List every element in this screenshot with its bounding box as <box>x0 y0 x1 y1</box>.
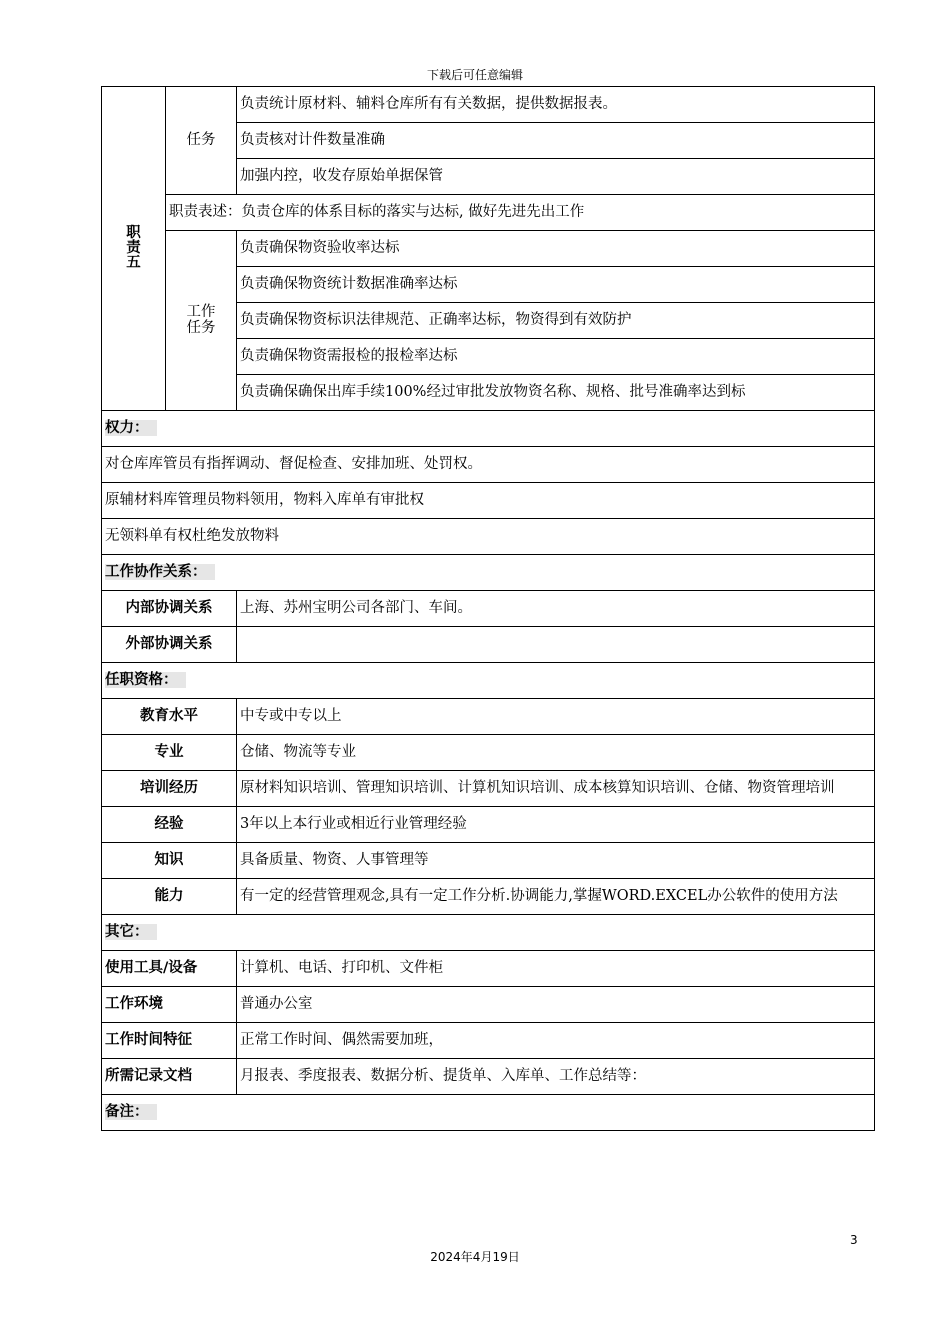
qualification-value: 原材料知识培训、管理知识培训、计算机知识培训、成本核算知识培训、仓储、物资管理培训 <box>237 771 875 807</box>
duty-statement: 职责表述：负责仓库的体系目标的落实与达标, 做好先进先出工作 <box>166 195 875 231</box>
qualification-title: 任职资格： <box>105 672 186 688</box>
qualification-label: 能力 <box>102 879 237 915</box>
qualification-value: 中专或中专以上 <box>237 699 875 735</box>
cooperation-section-header <box>102 555 875 591</box>
qualification-section-header <box>102 663 875 699</box>
qualification-value: 具备质量、物资、人事管理等 <box>237 843 875 879</box>
other-label: 工作环境 <box>102 987 237 1023</box>
job-description-table <box>101 86 875 1131</box>
authority-section-header <box>102 411 875 447</box>
authority-item: 对仓库库管员有指挥调动、督促检查、安排加班、处罚权。 <box>102 447 875 483</box>
other-label: 工作时间特征 <box>102 1023 237 1059</box>
page-number: 3 <box>850 1233 858 1247</box>
external-relations-value <box>237 627 875 663</box>
authority-item: 原辅材料库管理员物料领用，物料入库单有审批权 <box>102 483 875 519</box>
other-value: 普通办公室 <box>237 987 875 1023</box>
qualification-label: 专业 <box>102 735 237 771</box>
other-section-header <box>102 915 875 951</box>
external-relations-label: 外部协调关系 <box>102 627 237 663</box>
remarks-title: 备注： <box>105 1104 157 1120</box>
qualification-label: 培训经历 <box>102 771 237 807</box>
work-task-label-text: 工作任务 <box>186 304 216 336</box>
qualification-label: 知识 <box>102 843 237 879</box>
qualification-value: 3年以上本行业或相近行业管理经验 <box>237 807 875 843</box>
work-task-item: 负责确保确保出库手续100%经过审批发放物资名称、规格、批号准确率达到标 <box>237 375 875 411</box>
other-label: 使用工具/设备 <box>102 951 237 987</box>
work-task-item: 负责确保物资标识法律规范、正确率达标，物资得到有效防护 <box>237 303 875 339</box>
task-label: 任务 <box>166 87 237 195</box>
authority-title: 权力： <box>105 420 157 436</box>
task-item: 负责统计原材料、辅料仓库所有有关数据，提供数据报表。 <box>237 87 875 123</box>
cooperation-title: 工作协作关系： <box>105 564 215 580</box>
footer-date: 2024年4月19日 <box>430 1250 520 1264</box>
authority-item: 无领料单有权杜绝发放物料 <box>102 519 875 555</box>
qualification-value: 仓储、物流等专业 <box>237 735 875 771</box>
task-item: 负责核对计件数量准确 <box>237 123 875 159</box>
qualification-label: 经验 <box>102 807 237 843</box>
internal-relations-value: 上海、苏州宝明公司各部门、车间。 <box>237 591 875 627</box>
qualification-label: 教育水平 <box>102 699 237 735</box>
other-label: 所需记录文档 <box>102 1059 237 1095</box>
work-task-item: 负责确保物资需报检的报检率达标 <box>237 339 875 375</box>
page-header: 下载后可任意编辑 <box>426 68 523 82</box>
qualification-value: 有一定的经营管理观念,具有一定工作分析.协调能力,掌握WORD.EXCEL办公软件的使用方法 <box>237 879 875 915</box>
work-task-item: 负责确保物资统计数据准确率达标 <box>237 267 875 303</box>
duty-section-label: 职责五 <box>126 224 141 272</box>
internal-relations-label: 内部协调关系 <box>102 591 237 627</box>
other-title: 其它： <box>105 924 157 940</box>
other-value: 计算机、电话、打印机、文件柜 <box>237 951 875 987</box>
work-task-label <box>166 231 237 411</box>
task-item: 加强内控，收发存原始单据保管 <box>237 159 875 195</box>
other-value: 月报表、季度报表、数据分析、提货单、入库单、工作总结等： <box>237 1059 875 1095</box>
remarks-section-header <box>102 1095 875 1131</box>
duty-section-cell <box>102 87 166 411</box>
other-value: 正常工作时间、偶然需要加班， <box>237 1023 875 1059</box>
work-task-item: 负责确保物资验收率达标 <box>237 231 875 267</box>
